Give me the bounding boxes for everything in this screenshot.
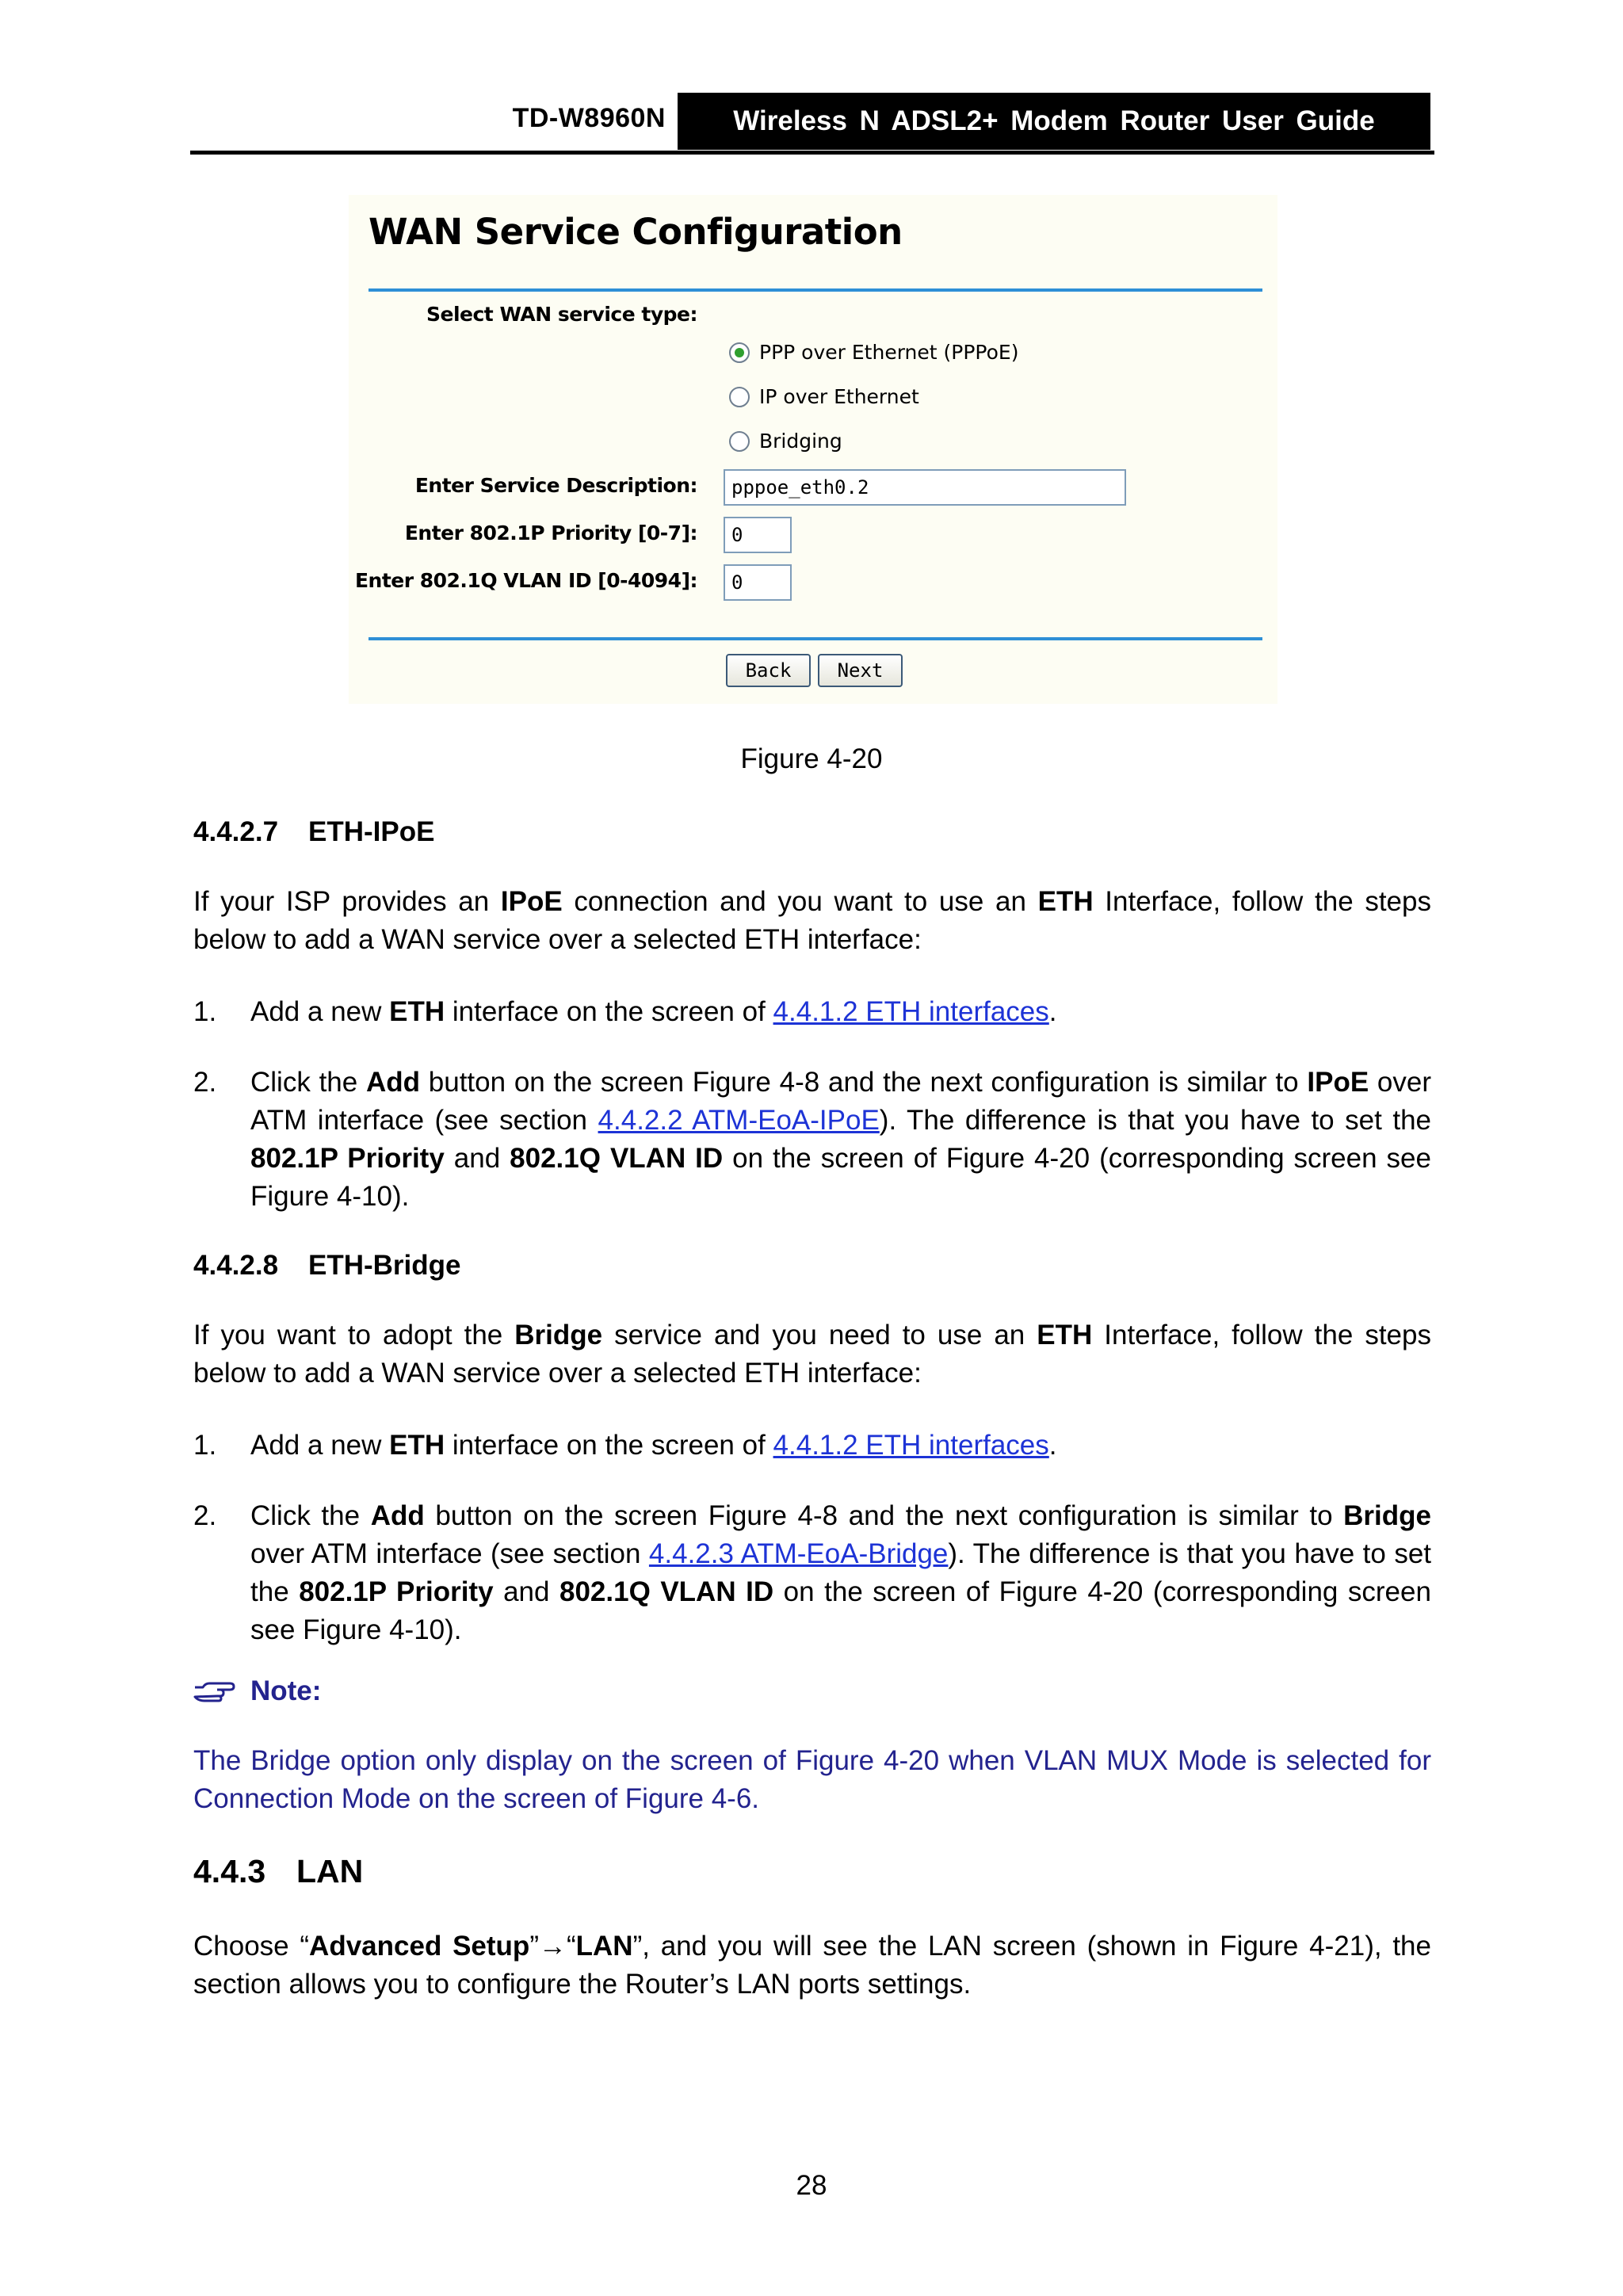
header-model: TD-W8960N [512,103,666,133]
text: on the screen of Figure 4-20 (corresponding screen see Figure 4-10). [250,1143,1431,1212]
radio-row-pppoe[interactable] [729,341,1018,364]
bold-text: 802.1P Priority [299,1576,494,1607]
radio-label-pppoe: PPP over Ethernet (PPPoE) [759,341,1019,364]
radio-ipoe[interactable] [729,387,750,407]
vlan-id-input[interactable]: 0 [724,564,792,601]
text: ). The difference is that you have to set the [250,1538,1432,1607]
text: and [444,1143,510,1174]
note-label: Note: [250,1675,322,1706]
header-rule [190,151,1434,155]
text: . [1048,996,1057,1027]
wan-service-config-panel [349,195,1277,704]
back-button[interactable]: Back [726,654,811,687]
radio-pppoe[interactable] [729,342,750,363]
priority-label: Enter 802.1P Priority [0-7]: [404,521,697,544]
text: button on the screen Figure 4-8 and the next configuration is similar to [424,1500,1344,1531]
section-heading-eth-ipoe [193,816,434,848]
bold-text: ETH [389,996,445,1027]
radio-label-bridging: Bridging [759,430,842,453]
link-atm-eoa-bridge[interactable]: 4.4.2.3 ATM-EoA-Bridge [648,1538,949,1569]
bold-text: IPoE [500,886,563,917]
arrow-icon: → [538,1931,567,1962]
radio-label-ipoe: IP over Ethernet [759,385,919,408]
select-service-label: Select WAN service type: [426,303,697,326]
section-number: 4.4.2.8 [193,1250,279,1281]
text: Click the [250,1500,371,1531]
service-description-input[interactable]: pppoe_eth0.2 [724,469,1126,506]
step-text [250,993,1431,1031]
text: Interface, follow the steps below to add a WAN service over a selected ETH interface: [193,886,1431,955]
panel-title: WAN Service Configuration [369,211,903,253]
text: button on the screen Figure 4-8 and the next configuration is similar to [420,1067,1308,1098]
section-number: 4.4.2.7 [193,816,279,847]
text: connection and you want to use an [562,886,1038,917]
text: Interface, follow the steps below to add a WAN service over a selected ETH interface: [193,1320,1431,1389]
link-atm-eoa-ipoe[interactable]: 4.4.2.2 ATM-EoA-IPoE [598,1105,880,1136]
bold-text: ETH [1037,1320,1093,1350]
text: over ATM interface (see section [250,1538,649,1569]
text: Add a new [250,996,390,1027]
section-title: ETH-IPoE [308,816,435,847]
bold-text: IPoE [1307,1067,1369,1098]
text: . [1048,1430,1057,1461]
step-number: 1. [193,996,217,1027]
step-text [250,1064,1431,1216]
bold-text: 802.1P Priority [250,1143,445,1174]
section-heading-lan [193,1853,363,1890]
vlan-id-label: Enter 802.1Q VLAN ID [0-4094]: [354,569,697,592]
text: “ [566,1931,576,1962]
text: Add a new [250,1430,390,1461]
text: If your ISP provides an [193,886,501,917]
bridge-intro-paragraph [193,1316,1431,1392]
section-title: LAN [296,1853,364,1889]
text: interface on the screen of [445,1430,773,1461]
bold-text: ETH [1037,886,1094,917]
section-number: 4.4.3 [193,1853,266,1889]
next-button[interactable]: Next [818,654,903,687]
step-number: 2. [193,1500,217,1531]
header-guide-title: Wireless N ADSL2+ Modem Router User Guide [678,93,1430,150]
bold-text: Advanced Setup [309,1931,530,1962]
bold-text: LAN [575,1931,633,1962]
figure-caption: Figure 4-20 [740,743,883,774]
text: Click the [250,1067,366,1098]
bold-text: ETH [389,1430,445,1461]
bold-text: 802.1Q VLAN ID [559,1576,774,1607]
panel-bottom-rule [369,637,1262,640]
radio-row-bridging[interactable] [729,430,842,453]
bold-text: Add [365,1067,421,1098]
text: service and you need to use an [602,1320,1037,1350]
bold-text: Bridge [514,1320,603,1350]
link-eth-interfaces[interactable]: 4.4.1.2 ETH interfaces [773,996,1049,1027]
step-number: 2. [193,1067,217,1098]
text: ). The difference is that you have to set the [879,1105,1432,1136]
page-number: 28 [796,2170,827,2201]
text: Choose “ [193,1931,310,1962]
lan-paragraph [193,1927,1431,2004]
pointing-hand-icon [193,1679,236,1703]
section-title: ETH-Bridge [308,1250,461,1281]
step-number: 1. [193,1430,217,1461]
priority-input[interactable]: 0 [724,517,792,553]
note-text: The Bridge option only display on the screen of Figure 4-20 when VLAN MUX Mode is selected for Connection Mode on the screen of Figure 4-6. [193,1745,1431,1814]
text: and [493,1576,559,1607]
text: ”, and you will see the LAN screen (shown in Figure 4-21), the section allows you to configure the Router’s LAN ports settings. [193,1931,1431,2000]
section-heading-eth-bridge [193,1250,461,1282]
text: interface on the screen of [445,996,773,1027]
radio-row-ipoe[interactable] [729,385,919,408]
text: ” [529,1931,539,1962]
text: on the screen of Figure 4-20 (corresponding screen see Figure 4-10). [250,1576,1431,1645]
text: over ATM interface (see section [250,1067,1432,1136]
bold-text: 802.1Q VLAN ID [510,1143,724,1174]
radio-selected-dot [735,348,744,357]
note-heading [193,1675,321,1707]
ipoe-intro-paragraph [193,883,1431,959]
panel-top-rule [369,288,1262,292]
step-text [250,1497,1431,1649]
radio-bridging[interactable] [729,431,750,452]
text: If you want to adopt the [193,1320,515,1350]
step-text [250,1427,1431,1465]
link-eth-interfaces[interactable]: 4.4.1.2 ETH interfaces [773,1430,1049,1461]
bold-text: Add [370,1500,425,1531]
bold-text: Bridge [1343,1500,1431,1531]
service-description-label: Enter Service Description: [414,474,697,497]
